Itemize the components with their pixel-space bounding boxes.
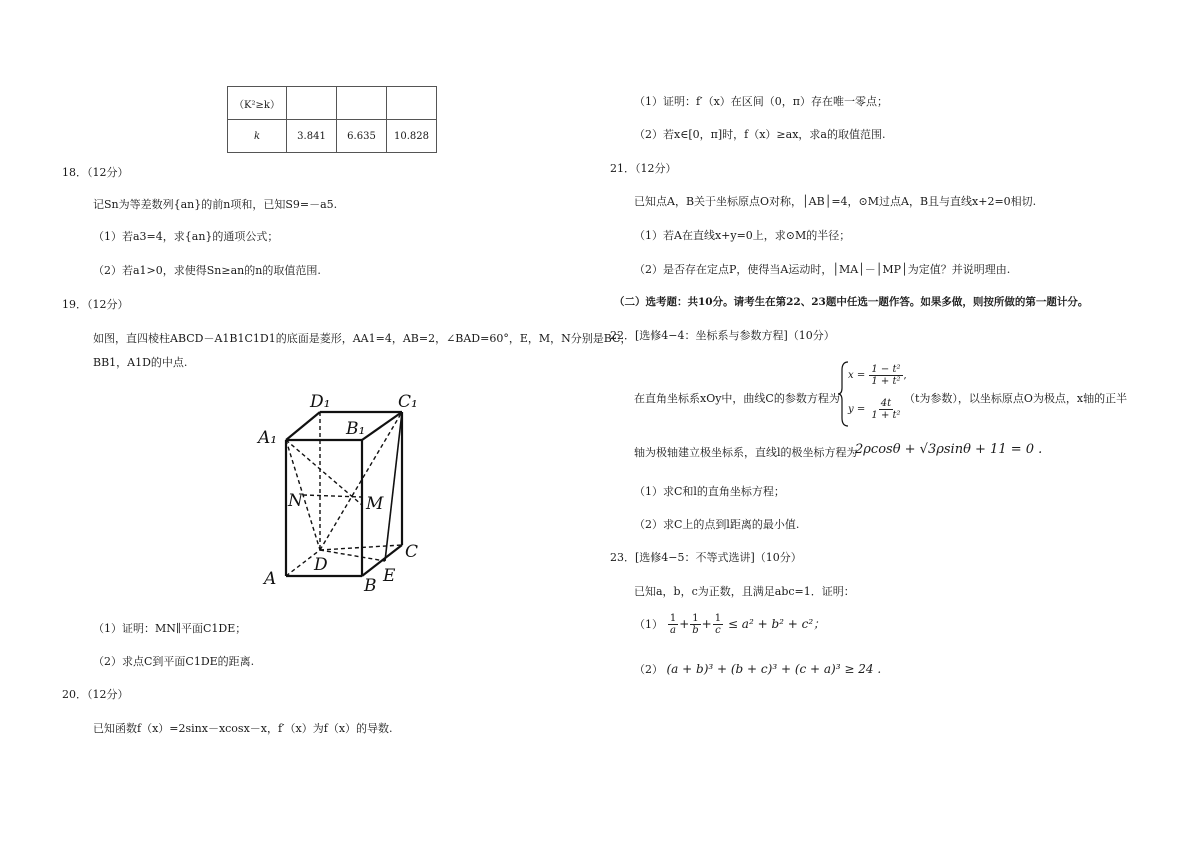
label-m: M: [366, 494, 384, 514]
q19-part1: （1）证明：MN∥平面C1DE；: [93, 622, 247, 635]
label-c1: C₁: [398, 392, 418, 412]
table-cell: [287, 87, 337, 120]
table-cell: 10.828: [387, 120, 437, 153]
q18-part2: （2）若a1>0，求使得Sn≥an的n的取值范围.: [93, 264, 321, 277]
param-x-numerator: 1 − t²: [871, 364, 901, 375]
q23-part1-label: （1）: [634, 618, 663, 631]
q22-heading: 22．[选修4−4：坐标系与参数方程]（10分）: [610, 329, 835, 342]
label-d1: D₁: [310, 392, 331, 412]
fraction-1-over-c: [713, 613, 723, 636]
table-cell: [337, 87, 387, 120]
table-cell: [387, 87, 437, 120]
param-x-eq: x = $\frac{\text{1 − t²}}{\text{1 + t²}}$ ,: [848, 364, 907, 387]
frac-den: a: [670, 625, 676, 636]
table-cell: 3.841: [287, 120, 337, 153]
q22-stem-part-c: 轴为极轴建立极坐标系，直线l的极坐标方程为: [634, 446, 858, 459]
table-row: [228, 120, 437, 153]
label-b1: B₁: [346, 419, 366, 439]
q22-stem-part-a: 在直角坐标系xOy中，曲线C的参数方程为: [634, 392, 840, 405]
frac-num: 1: [714, 613, 722, 624]
prism-figure: [252, 385, 432, 595]
q23-part2-label: （2）: [634, 663, 663, 676]
section-2-heading: （二）选考题：共10分。请考生在第22、23题中任选一题作答。如果多做，则按所做的第一题计分。: [614, 296, 1089, 308]
q23-part2-expr: (a + b)³ + (b + c)³ + (c + a)³ ≥ 24 .: [666, 662, 882, 676]
q22-polar-equation: 2ρcosθ + √3ρsinθ + 11 = 0 .: [855, 442, 1043, 457]
param-y-numerator: 4t: [880, 398, 892, 409]
q21-stem: 已知点A，B关于坐标原点O对称，│AB│=4，⊙M过点A，B且与直线x+2=0相切.: [634, 195, 1037, 208]
frac-den: c: [715, 625, 721, 636]
critical-value-table: [227, 86, 437, 153]
param-y-lhs: y =: [848, 404, 866, 415]
fraction-1-over-b: [690, 613, 700, 636]
label-c: C: [405, 542, 419, 562]
q19-stem-line2: BB1，A1D的中点.: [93, 356, 188, 369]
frac-den: b: [692, 625, 699, 636]
q20-part2: （2）若x∈[0，π]时，f（x）≥ax，求a的取值范围.: [634, 128, 886, 141]
param-y-denominator: 1 + t²: [871, 410, 901, 421]
param-y-eq: [848, 398, 904, 421]
param-x-fraction: [869, 364, 902, 387]
label-b: B: [364, 576, 377, 595]
param-x-lhs: x =: [848, 370, 866, 381]
q23-part1: （1） $\frac{1}{a}$ + $\frac{1}{b}$ + $\frac{1}{c}$ ≤ a² + b² + c²；: [634, 613, 826, 636]
q22-part1: （1）求C和l的直角坐标方程；: [634, 485, 785, 498]
q23-heading: 23．[选修4−5：不等式选讲]（10分）: [610, 551, 802, 564]
q22-stem-part-b: （t为参数），以坐标原点O为极点，x轴的正半: [904, 392, 1128, 405]
table-row: [228, 87, 437, 120]
q23-stem: 已知a，b，c为正数，且满足abc=1．证明：: [634, 585, 855, 598]
param-x-denominator: 1 + t²: [871, 376, 901, 387]
label-a1: A₁: [258, 428, 278, 448]
label-n: N: [288, 491, 303, 511]
q19-part2: （2）求点C到平面C1DE的距离.: [93, 655, 255, 668]
label-a: A: [264, 569, 277, 589]
table-cell-label: k: [228, 120, 287, 153]
q21-heading: 21．（12分）: [610, 162, 677, 175]
q18-stem: 记Sn为等差数列{an}的前n项和，已知S9=－a5.: [93, 198, 338, 211]
q23-part1-rhs: ≤ a² + b² + c²；: [727, 617, 826, 631]
q21-part2: （2）是否存在定点P，使得当A运动时，│MA│－│MP│为定值？并说明理由.: [634, 263, 1011, 276]
param-y-fraction: [869, 398, 902, 421]
q20-part1: （1）证明：f′（x）在区间（0，π）存在唯一零点；: [634, 95, 888, 108]
frac-num: 1: [692, 613, 699, 624]
q22-part2: （2）求C上的点到l距离的最小值.: [634, 518, 800, 531]
label-e: E: [383, 566, 396, 586]
table-cell: 6.635: [337, 120, 387, 153]
label-d: D: [314, 555, 328, 575]
q20-stem: 已知函数f（x）=2sinx－xcosx－x，f′（x）为f（x）的导数.: [93, 722, 393, 735]
q18-heading: 18．（12分）: [62, 166, 129, 179]
q19-heading: 19．（12分）: [62, 298, 129, 311]
frac-num: 1: [669, 613, 677, 624]
q20-heading: 20．（12分）: [62, 688, 129, 701]
q18-part1: （1）若a3=4，求{an}的通项公式；: [93, 230, 279, 243]
q21-part1: （1）若A在直线x+y=0上，求⊙M的半径；: [634, 229, 851, 242]
q19-stem-line1: 如图，直四棱柱ABCD－A1B1C1D1的底面是菱形，AA1=4，AB=2，∠BAD=60°，E，M，N分别是BC，: [93, 332, 632, 345]
fraction-1-over-a: [668, 613, 678, 636]
table-cell-label: （K²≥k）: [228, 87, 287, 120]
q23-part2: [634, 661, 881, 677]
